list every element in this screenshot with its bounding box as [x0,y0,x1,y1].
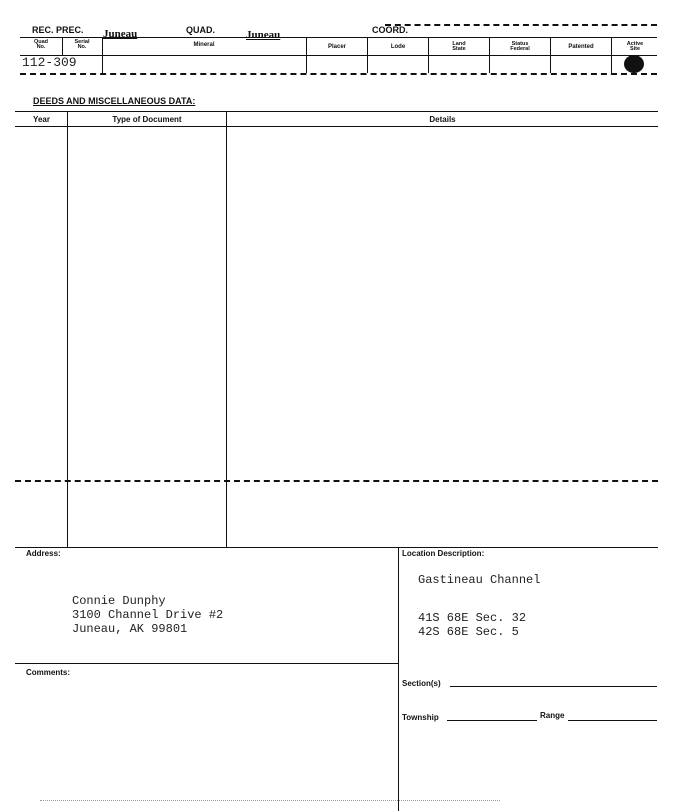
address-label: Address: [26,549,61,558]
col-land-state: Land State [452,41,466,52]
deeds-dashed-rule [15,480,658,482]
location-line: 42S 68E Sec. 5 [418,625,519,639]
sections-label: Section(s) [402,679,441,688]
header-top-rule [20,37,657,38]
coord-dashed-line [385,24,657,26]
location-divider [398,547,399,811]
deeds-top-rule [15,111,658,112]
divider [306,37,307,73]
deeds-title: DEEDS AND MISCELLANEOUS DATA: [33,96,196,106]
range-blank-line [568,720,657,721]
col-year: Year [33,115,50,124]
col-quad-no: Quad No. [33,39,49,50]
sections-blank-line [450,686,657,687]
range-label: Range [540,711,565,720]
coord-label: COORD. [372,25,408,35]
scan-speckle [40,800,500,801]
comments-label: Comments: [26,668,71,677]
col-serial-no: Serial No. [74,39,90,50]
divider [428,37,429,73]
header-bottom-dashed-rule [20,73,657,75]
col-type-of-document: Type of Document [112,115,182,124]
divider [489,37,490,73]
comments-rule [15,663,398,664]
address-line: 3100 Channel Drive #2 [72,608,224,622]
divider [611,37,612,73]
col-mineral: Mineral [193,42,215,48]
header-mid-rule [20,55,657,56]
quad-serial-value: 112-309 [22,55,77,70]
location-line: 41S 68E Sec. 32 [418,611,527,625]
township-label: Township [402,713,439,722]
active-site-dot [624,55,644,73]
rec-prec-label: REC. PREC. [32,25,84,35]
col-status-federal: Status Federal [510,41,530,52]
divider [367,37,368,73]
address-line: Juneau, AK 99801 [72,622,188,636]
rec-prec-value: Juneau [103,28,138,40]
col-patented: Patented [568,44,594,50]
deeds-bottom-rule [15,547,658,548]
col-details: Details [429,115,456,124]
divider [550,37,551,73]
deeds-header-rule [15,126,658,127]
township-blank-line [447,720,537,721]
quad-value: Juneau [246,29,281,41]
location-name: Gastineau Channel [418,573,541,587]
location-description-label: Location Description: [402,549,485,558]
quad-label: QUAD. [186,25,215,35]
col-active-site: Active Site [626,41,644,52]
col-placer: Placer [327,44,346,50]
divider [62,37,63,55]
address-line: Connie Dunphy [72,594,166,608]
col-lode: Lode [390,44,406,50]
divider [102,37,103,73]
